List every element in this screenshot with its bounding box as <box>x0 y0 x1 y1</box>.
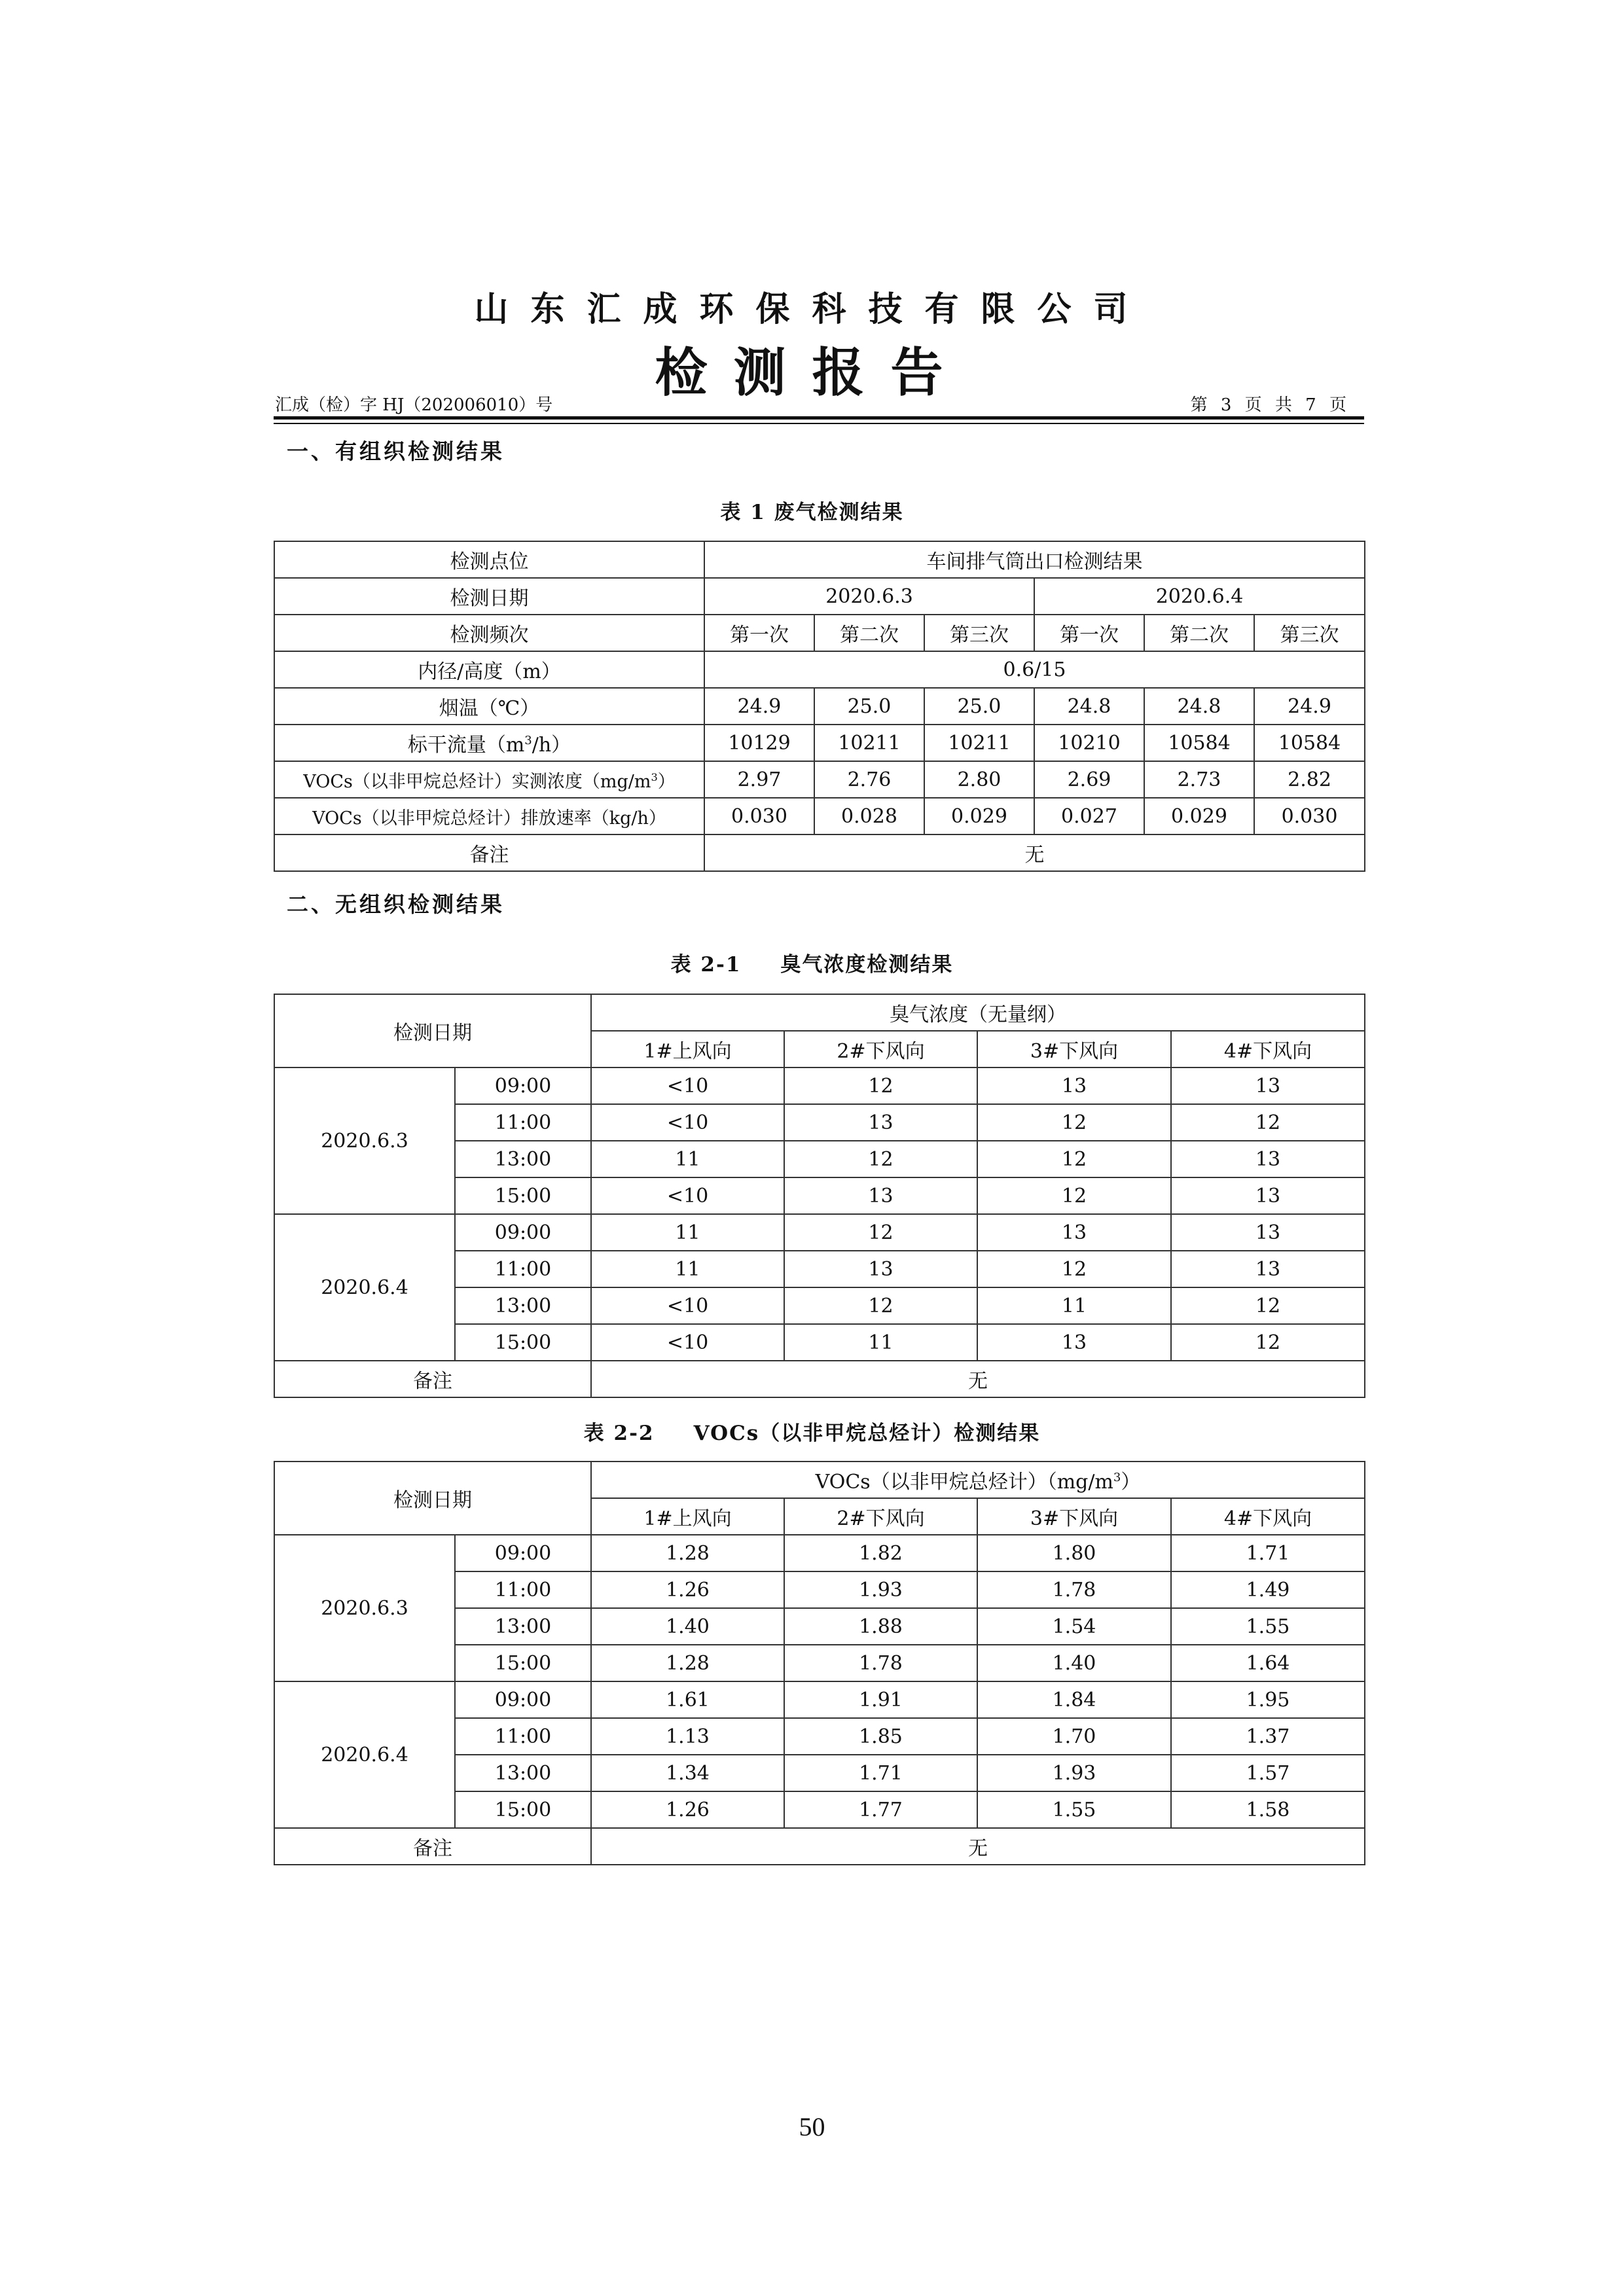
table-row <box>274 688 1365 725</box>
table-row <box>274 1535 1365 1571</box>
value-cell: <10 <box>591 1324 784 1361</box>
point-header: 3#下风向 <box>977 1031 1171 1067</box>
group-header <box>591 1462 1365 1498</box>
value-cell: 12 <box>784 1214 977 1251</box>
value-cell: 12 <box>784 1141 977 1177</box>
rate-cell: 0.030 <box>1254 798 1365 834</box>
value-cell: 1.40 <box>977 1645 1171 1681</box>
value-cell: 12 <box>977 1104 1171 1141</box>
value-cell: 1.49 <box>1171 1571 1365 1608</box>
label-dimension: 内径/高度（m） <box>274 651 704 688</box>
point-header: 3#下风向 <box>977 1498 1171 1535</box>
value-cell: 1.70 <box>977 1718 1171 1755</box>
temp-cell: 24.8 <box>1034 688 1144 725</box>
point-value: 车间排气筒出口检测结果 <box>704 541 1365 578</box>
value-cell: 1.82 <box>784 1535 977 1571</box>
conc-cell: 2.82 <box>1254 761 1365 798</box>
time-cell: 15:00 <box>455 1645 591 1681</box>
table-row <box>274 834 1365 871</box>
value-cell: 1.34 <box>591 1755 784 1791</box>
conc-cell: 2.73 <box>1144 761 1254 798</box>
value-cell: 1.26 <box>591 1791 784 1828</box>
group-header-sup: 3 <box>1113 1471 1121 1484</box>
date-cell: 2020.6.4 <box>274 1681 455 1828</box>
value-cell: 1.80 <box>977 1535 1171 1571</box>
label-date: 检测日期 <box>274 994 591 1067</box>
value-cell: 12 <box>977 1141 1171 1177</box>
point-header: 4#下风向 <box>1171 1498 1365 1535</box>
caption-text: 臭气浓度检测结果 <box>780 953 954 977</box>
value-cell: 13 <box>977 1324 1171 1361</box>
conc-cell: 2.76 <box>814 761 924 798</box>
point-header: 2#下风向 <box>784 1498 977 1535</box>
value-cell: 1.28 <box>591 1535 784 1571</box>
label-conc-sup: 3 <box>651 770 658 783</box>
time-cell: 11:00 <box>455 1251 591 1287</box>
point-header: 1#上风向 <box>591 1498 784 1535</box>
value-cell: 12 <box>1171 1324 1365 1361</box>
value-cell: 12 <box>784 1067 977 1104</box>
value-cell: 13 <box>784 1177 977 1214</box>
time-cell: 15:00 <box>455 1791 591 1828</box>
value-cell: <10 <box>591 1287 784 1324</box>
table-1-caption: 表 1 废气检测结果 <box>720 501 904 524</box>
value-cell: 1.78 <box>977 1571 1171 1608</box>
value-cell: 1.77 <box>784 1791 977 1828</box>
label-date: 检测日期 <box>274 1462 591 1535</box>
caption-number: 表 2-2 <box>583 1422 655 1445</box>
value-cell: 12 <box>1171 1104 1365 1141</box>
date-cell: 2020.6.4 <box>274 1214 455 1361</box>
freq-cell: 第一次 <box>704 615 814 651</box>
time-cell: 11:00 <box>455 1718 591 1755</box>
value-cell: 13 <box>977 1067 1171 1104</box>
caption-number: 表 2-1 <box>670 953 742 977</box>
value-cell: 11 <box>591 1141 784 1177</box>
note-value: 无 <box>591 1361 1365 1397</box>
time-cell: 15:00 <box>455 1177 591 1214</box>
group-header-unit: ） <box>1121 1471 1141 1494</box>
value-cell: 1.71 <box>784 1755 977 1791</box>
label-concentration <box>274 761 704 798</box>
label-flow-sup: 3 <box>524 734 532 747</box>
flow-cell: 10211 <box>924 725 1034 761</box>
rate-cell: 0.030 <box>704 798 814 834</box>
conc-cell: 2.97 <box>704 761 814 798</box>
group-header-text: VOCs（以非甲烷总烃计）（mg/m <box>815 1471 1113 1494</box>
value-cell: 1.26 <box>591 1571 784 1608</box>
temp-cell: 25.0 <box>814 688 924 725</box>
label-note: 备注 <box>274 1361 591 1397</box>
table-2-1-caption <box>0 948 1624 977</box>
table-row <box>274 615 1365 651</box>
flow-cell: 10584 <box>1254 725 1365 761</box>
freq-cell: 第三次 <box>1254 615 1365 651</box>
section-2-title: 二、无组织检测结果 <box>287 891 505 917</box>
table-row <box>274 1214 1365 1251</box>
value-cell: 12 <box>977 1177 1171 1214</box>
value-cell: 11 <box>977 1287 1171 1324</box>
company-name: 山东汇成环保科技有限公司 <box>474 289 1150 329</box>
table-row <box>274 725 1365 761</box>
value-cell: 1.93 <box>977 1755 1171 1791</box>
value-cell: 1.71 <box>1171 1535 1365 1571</box>
header-rule-thick <box>274 416 1364 420</box>
value-cell: 13 <box>1171 1141 1365 1177</box>
value-cell: 12 <box>977 1251 1171 1287</box>
value-cell: 13 <box>1171 1177 1365 1214</box>
label-temperature: 烟温（℃） <box>274 688 704 725</box>
label-date: 检测日期 <box>274 578 704 615</box>
value-cell: 1.13 <box>591 1718 784 1755</box>
dimension-value: 0.6/15 <box>704 651 1365 688</box>
table-row <box>274 1828 1365 1865</box>
temp-cell: 24.9 <box>1254 688 1365 725</box>
page-number: 50 <box>799 2112 825 2142</box>
flow-cell: 10211 <box>814 725 924 761</box>
value-cell: 1.91 <box>784 1681 977 1718</box>
table-row <box>274 651 1365 688</box>
table-2-2-caption <box>0 1416 1624 1446</box>
value-cell: 13 <box>1171 1251 1365 1287</box>
rate-cell: 0.029 <box>1144 798 1254 834</box>
value-cell: 1.84 <box>977 1681 1171 1718</box>
group-header: 臭气浓度（无量纲） <box>591 994 1365 1031</box>
flow-cell: 10584 <box>1144 725 1254 761</box>
freq-cell: 第二次 <box>814 615 924 651</box>
time-cell: 13:00 <box>455 1608 591 1645</box>
value-cell: 1.78 <box>784 1645 977 1681</box>
value-cell: 1.55 <box>1171 1608 1365 1645</box>
value-cell: 11 <box>784 1324 977 1361</box>
value-cell: 1.61 <box>591 1681 784 1718</box>
conc-cell: 2.80 <box>924 761 1034 798</box>
value-cell: 1.37 <box>1171 1718 1365 1755</box>
value-cell: 1.64 <box>1171 1645 1365 1681</box>
value-cell: 12 <box>1171 1287 1365 1324</box>
value-cell: <10 <box>591 1177 784 1214</box>
table-row <box>274 578 1365 615</box>
date-cell: 2020.6.3 <box>704 578 1034 615</box>
report-number: 汇成（检）字 HJ（202006010）号 <box>275 395 553 415</box>
date-cell: 2020.6.3 <box>274 1535 455 1681</box>
value-cell: 13 <box>784 1251 977 1287</box>
page-info: 第 3 页 共 7 页 <box>1190 395 1350 415</box>
note-value: 无 <box>591 1828 1365 1865</box>
value-cell: 1.40 <box>591 1608 784 1645</box>
time-cell: 11:00 <box>455 1571 591 1608</box>
label-conc-unit: ） <box>657 771 676 792</box>
table-row <box>274 1067 1365 1104</box>
flow-cell: 10210 <box>1034 725 1144 761</box>
header-rule-thin <box>274 423 1364 424</box>
table-2-2-vocs <box>274 1461 1365 1865</box>
label-emission-rate: VOCs（以非甲烷总烃计）排放速率（kg/h） <box>274 798 704 834</box>
label-frequency: 检测频次 <box>274 615 704 651</box>
time-cell: 13:00 <box>455 1141 591 1177</box>
time-cell: 09:00 <box>455 1681 591 1718</box>
label-flow-text: 标干流量（m <box>407 734 525 757</box>
rate-cell: 0.029 <box>924 798 1034 834</box>
caption-text: VOCs（以非甲烷总烃计）检测结果 <box>693 1422 1041 1445</box>
flow-cell: 10129 <box>704 725 814 761</box>
value-cell: 13 <box>1171 1214 1365 1251</box>
time-cell: 11:00 <box>455 1104 591 1141</box>
label-flow <box>274 725 704 761</box>
table-1-waste-gas <box>274 541 1365 872</box>
time-cell: 13:00 <box>455 1755 591 1791</box>
note-value: 无 <box>704 834 1365 871</box>
date-cell: 2020.6.3 <box>274 1067 455 1214</box>
temp-cell: 25.0 <box>924 688 1034 725</box>
value-cell: 11 <box>591 1251 784 1287</box>
time-cell: 09:00 <box>455 1067 591 1104</box>
value-cell: 13 <box>784 1104 977 1141</box>
rate-cell: 0.028 <box>814 798 924 834</box>
value-cell: 1.93 <box>784 1571 977 1608</box>
value-cell: <10 <box>591 1104 784 1141</box>
point-header: 4#下风向 <box>1171 1031 1365 1067</box>
value-cell: 1.95 <box>1171 1681 1365 1718</box>
value-cell: 1.28 <box>591 1645 784 1681</box>
value-cell: 13 <box>1171 1067 1365 1104</box>
label-conc-text: VOCs（以非甲烷总烃计）实测浓度（mg/m <box>303 771 651 792</box>
label-flow-unit: /h） <box>532 734 571 757</box>
freq-cell: 第三次 <box>924 615 1034 651</box>
value-cell: 1.58 <box>1171 1791 1365 1828</box>
table-row <box>274 798 1365 834</box>
time-cell: 15:00 <box>455 1324 591 1361</box>
temp-cell: 24.8 <box>1144 688 1254 725</box>
time-cell: 13:00 <box>455 1287 591 1324</box>
value-cell: 1.54 <box>977 1608 1171 1645</box>
value-cell: 1.57 <box>1171 1755 1365 1791</box>
value-cell: 1.55 <box>977 1791 1171 1828</box>
freq-cell: 第一次 <box>1034 615 1144 651</box>
rate-cell: 0.027 <box>1034 798 1144 834</box>
document-title: 检测报告 <box>655 342 969 403</box>
value-cell: 13 <box>977 1214 1171 1251</box>
table-2-1-odor <box>274 994 1365 1398</box>
time-cell: 09:00 <box>455 1535 591 1571</box>
table-row <box>274 541 1365 578</box>
label-note: 备注 <box>274 1828 591 1865</box>
temp-cell: 24.9 <box>704 688 814 725</box>
conc-cell: 2.69 <box>1034 761 1144 798</box>
table-row <box>274 761 1365 798</box>
label-note: 备注 <box>274 834 704 871</box>
table-row <box>274 1681 1365 1718</box>
value-cell: <10 <box>591 1067 784 1104</box>
point-header: 1#上风向 <box>591 1031 784 1067</box>
table-row <box>274 994 1365 1031</box>
value-cell: 1.85 <box>784 1718 977 1755</box>
table-row <box>274 1361 1365 1397</box>
value-cell: 1.88 <box>784 1608 977 1645</box>
label-point: 检测点位 <box>274 541 704 578</box>
time-cell: 09:00 <box>455 1214 591 1251</box>
section-1-title: 一、有组织检测结果 <box>287 439 505 464</box>
value-cell: 12 <box>784 1287 977 1324</box>
freq-cell: 第二次 <box>1144 615 1254 651</box>
date-cell: 2020.6.4 <box>1034 578 1365 615</box>
point-header: 2#下风向 <box>784 1031 977 1067</box>
value-cell: 11 <box>591 1214 784 1251</box>
table-row <box>274 1462 1365 1498</box>
